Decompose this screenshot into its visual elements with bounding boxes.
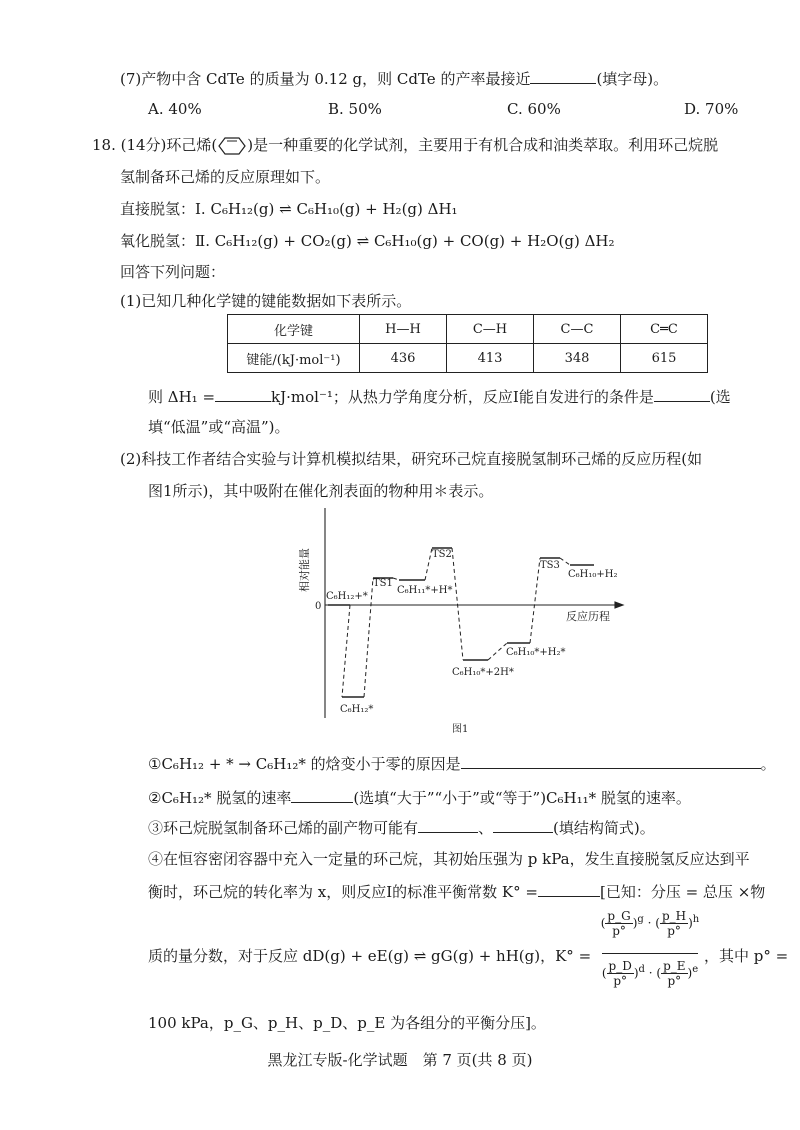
zero-label: 0 xyxy=(315,601,322,612)
q7-option-b: B. 50% xyxy=(328,100,382,118)
sub4-line2-b: [已知：分压 = 总压 ×物 xyxy=(599,883,766,901)
equilibrium-constant-blank[interactable] xyxy=(538,881,600,897)
reaction-2: 氧化脱氢：Ⅱ. C₆H₁₂(g) + CO₂(g) ⇌ C₆H₁₀(g) + CO(g) + H₂O(g) ΔH₂ xyxy=(120,232,615,250)
sub4-line4: 100 kPa，p_G、p_H、p_D、p_E 为各组分的平衡分压]。 xyxy=(148,1014,546,1032)
part1-title: (1)已知几种化学键的键能数据如下表所示。 xyxy=(120,292,412,310)
q7-option-d: D. 70% xyxy=(684,100,739,118)
spontaneity-condition-blank[interactable] xyxy=(654,386,710,402)
formula-fraction-bar xyxy=(602,953,698,954)
state-c6h12-gas: C₆H₁₂+* xyxy=(326,591,368,602)
x-axis-label: 反应历程 xyxy=(566,610,610,623)
formula-denominator: ( $\frac{p\_D}{p^\circ}$ )$^d$ · ( $\frac{p\_E}{p^\circ}$ )$^e$ xyxy=(601,959,699,988)
bond-c-double-c: C═C xyxy=(621,315,708,344)
state-ts1: TS1 xyxy=(373,578,393,589)
sub4-line3-b: ，其中 p° = xyxy=(704,947,789,965)
sub3 xyxy=(148,817,655,838)
energy-c-double-c: 615 xyxy=(621,344,708,373)
equilibrium-constant-formula xyxy=(600,905,700,1005)
part1-line1-b: kJ·mol⁻¹；从热力学角度分析，反应Ⅰ能自发进行的条件是 xyxy=(271,388,654,406)
q7-option-a: A. 40% xyxy=(148,100,202,118)
sub4-line1: ④在恒容密闭容器中充入一定量的环己烷，其初始压强为 p kPa，发生直接脱氢反应达到平 xyxy=(148,850,750,868)
cyclohexene-structure-icon xyxy=(217,136,247,156)
exp-d: d xyxy=(638,964,645,975)
sub4-line2 xyxy=(148,881,765,902)
part2-line2: 图1所示)，其中吸附在催化剂表面的物种用＊表示。 xyxy=(148,482,494,500)
exp-h: h xyxy=(692,914,700,925)
table-value-label: 键能/(kJ·mol⁻¹) xyxy=(228,344,360,373)
q7-answer-blank[interactable] xyxy=(530,68,596,84)
sub3-text-a: ③环己烷脱氢制备环己烯的副产物可能有 xyxy=(148,819,419,837)
state-c6h10-h2-gas: C₆H₁₀+H₂ xyxy=(568,569,618,580)
bond-energy-table xyxy=(227,314,708,373)
delta-h1-blank[interactable] xyxy=(215,386,271,402)
exp-g: g xyxy=(637,914,644,925)
energy-cc: 348 xyxy=(534,344,621,373)
part1-line2: 填“低温”或“高温”)。 xyxy=(148,418,290,436)
answer-prompt: 回答下列问题： xyxy=(120,263,226,281)
part1-line1-a: 则 ΔH₁ = xyxy=(148,388,216,406)
sub2 xyxy=(148,787,691,808)
sub1-answer-blank[interactable] xyxy=(461,753,761,769)
state-c6h12-ads: C₆H₁₂* xyxy=(340,704,374,715)
q18-intro xyxy=(92,135,718,156)
formula-std-4: p° xyxy=(667,974,682,988)
state-ts3: TS3 xyxy=(540,560,560,571)
sub1 xyxy=(148,753,776,774)
energy-hh: 436 xyxy=(360,344,447,373)
formula-ph: p_H xyxy=(661,909,687,923)
y-axis-label: 相对能量 xyxy=(298,548,311,592)
formula-pg: p_G xyxy=(607,909,631,923)
energy-ch: 413 xyxy=(447,344,534,373)
q18-intro-a: 18. (14分)环己烯( xyxy=(92,136,218,154)
sub4-line2-a: 衡时，环己烷的转化率为 x，则反应Ⅰ的标准平衡常数 K° = xyxy=(148,883,538,901)
state-ts2: TS2 xyxy=(432,549,452,560)
q18-intro-b: )是一种重要的化学试剂，主要用于有机合成和油类萃取。利用环己烷脱 xyxy=(247,136,719,154)
sub4-line3-a: 质的量分数，对于反应 dD(g) + eE(g) ⇌ gG(g) + hH(g)，K° = xyxy=(148,947,592,965)
part1-line1-c: (选 xyxy=(709,388,731,406)
table-row xyxy=(228,344,708,373)
table-row xyxy=(228,315,708,344)
state-c6h11-h: C₆H₁₁*+H* xyxy=(397,585,453,596)
figure-caption: 图1 xyxy=(452,724,469,735)
reaction-1: 直接脱氢：Ⅰ. C₆H₁₂(g) ⇌ C₆H₁₀(g) + H₂(g) ΔH₁ xyxy=(120,200,458,218)
bond-ch: C—H xyxy=(447,315,534,344)
part2-line1: (2)科技工作者结合实验与计算机模拟结果，研究环己烷直接脱氢制环己烯的反应历程(如 xyxy=(120,450,703,468)
q7-stem xyxy=(120,68,668,89)
q7-stem-text: (7)产物中含 CdTe 的质量为 0.12 g，则 CdTe 的产率最接近 xyxy=(120,70,531,88)
state-c6h10-h2-ads: C₆H₁₀*+H₂* xyxy=(506,647,566,658)
formula-pd: p_D xyxy=(608,959,632,973)
state-c6h10-2h: C₆H₁₀*+2H* xyxy=(452,667,514,678)
byproduct-blank-1[interactable] xyxy=(418,817,478,833)
sub1-text: ①C₆H₁₂ + * → C₆H₁₂* 的焓变小于零的原因是 xyxy=(148,755,461,773)
formula-dot-2: · xyxy=(648,966,653,980)
exp-e: e xyxy=(692,964,699,975)
sub3-separator: 、 xyxy=(478,819,494,837)
sub2-text-a: ②C₆H₁₂* 脱氢的速率 xyxy=(148,789,292,807)
q18-intro-line2: 氢制备环己烯的反应原理如下。 xyxy=(120,168,331,186)
formula-pe: p_E xyxy=(663,959,686,973)
formula-std-3: p° xyxy=(613,974,628,988)
sub2-answer-blank[interactable] xyxy=(291,787,353,803)
sub1-end: 。 xyxy=(760,755,776,773)
energy-profile-figure xyxy=(280,500,640,740)
formula-std-2: p° xyxy=(667,924,681,938)
formula-dot-1: · xyxy=(647,916,652,930)
q7-option-c: C. 60% xyxy=(507,100,561,118)
q7-stem-suffix: (填字母)。 xyxy=(596,70,669,88)
sub2-text-b: (选填“大于”“小于”或“等于”)C₆H₁₁* 脱氢的速率。 xyxy=(353,789,691,807)
table-header-label: 化学键 xyxy=(228,315,360,344)
sub3-text-b: (填结构简式)。 xyxy=(553,819,655,837)
formula-std-1: p° xyxy=(612,924,626,938)
page-footer: 黑龙江专版-化学试题 第 7 页(共 8 页) xyxy=(267,1051,533,1069)
formula-numerator: ( $\frac{p\_G}{p^\circ}$ )$^g$ · ( $\frac{p\_H}{p^\circ}$ )$^h$ xyxy=(600,909,700,938)
bond-cc: C—C xyxy=(534,315,621,344)
byproduct-blank-2[interactable] xyxy=(493,817,553,833)
part1-line1 xyxy=(148,386,731,407)
bond-hh: H—H xyxy=(360,315,447,344)
